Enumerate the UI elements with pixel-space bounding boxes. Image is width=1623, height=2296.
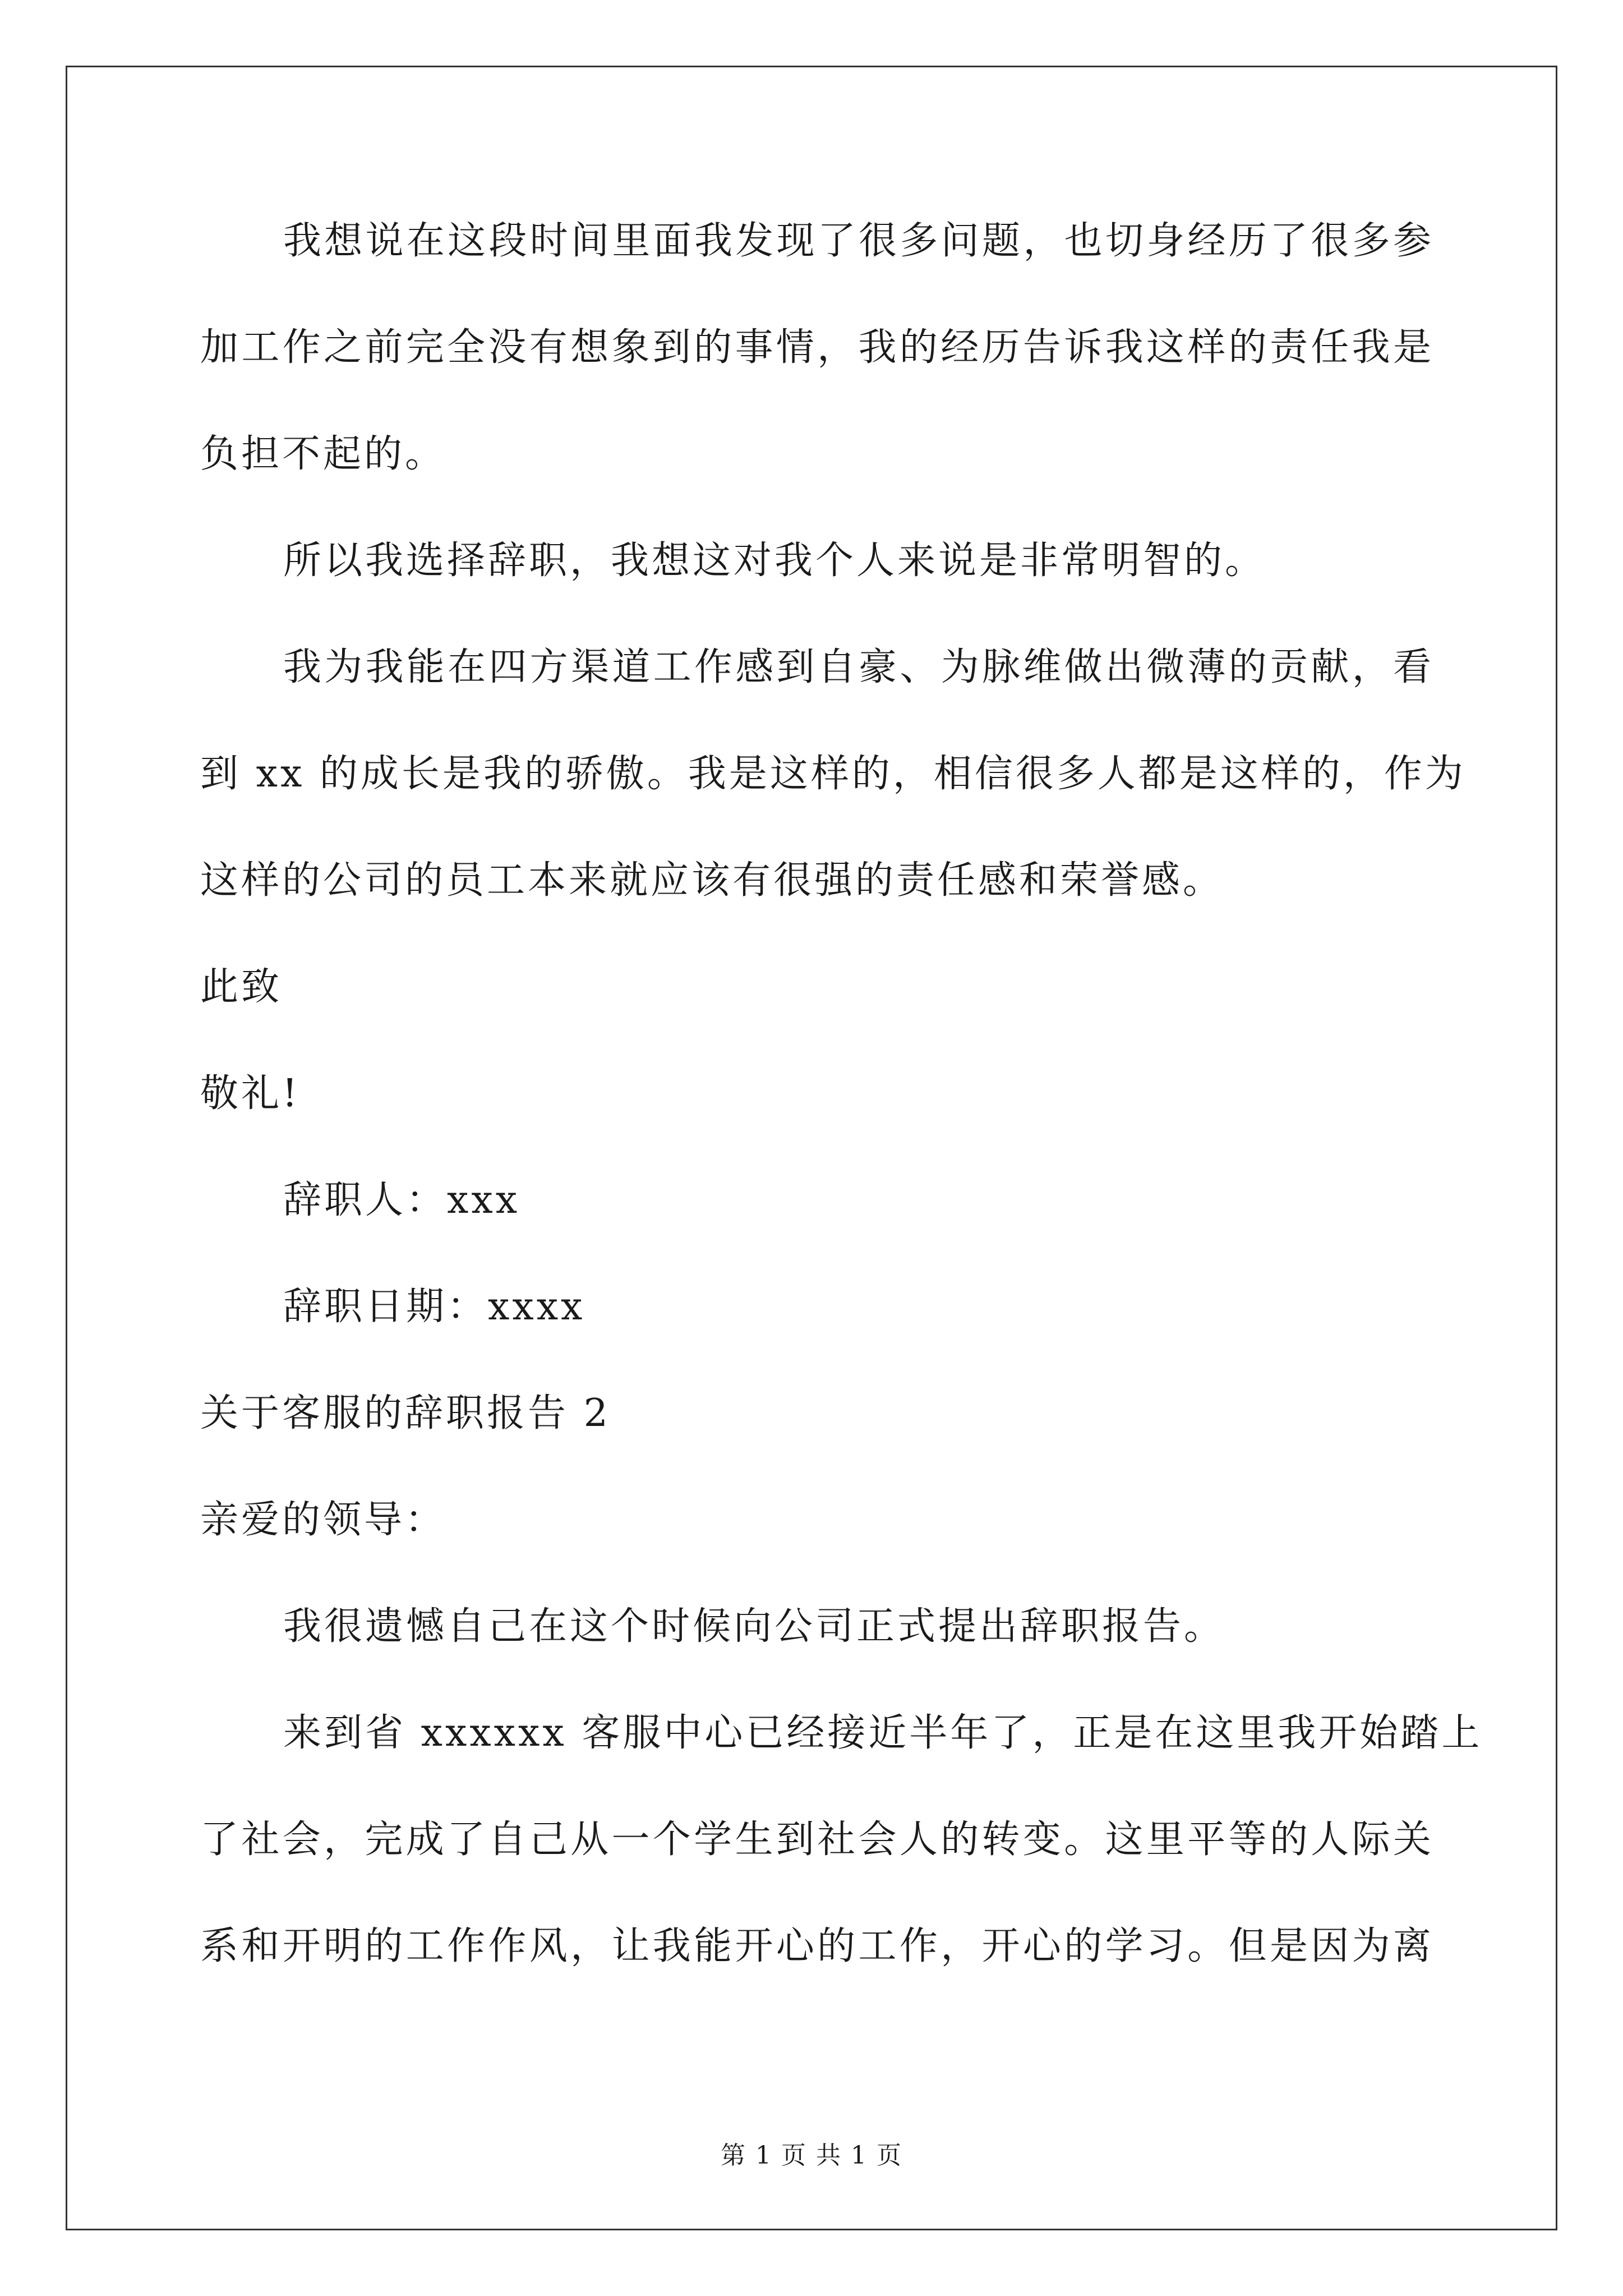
text-line: 我为我能在四方渠道工作感到自豪、为脉维做出微薄的贡献，看 <box>283 645 1434 689</box>
text-line: 辞职日期：xxxx <box>283 1285 585 1329</box>
page-footer: 第 1 页 共 1 页 <box>721 2141 902 2170</box>
closing-salutation <box>200 961 1434 1014</box>
text-line: 加工作之前完全没有想象到的事情，我的经历告诉我这样的责任我是 <box>200 325 1434 370</box>
text-line: 所以我选择辞职，我想这对我个人来说是非常明智的。 <box>283 539 1266 583</box>
section-heading <box>200 1387 1434 1440</box>
text-line: 来到省 xxxxxx 客服中心已经接近半年了，正是在这里我开始踏上 <box>283 1711 1483 1755</box>
text-line: 辞职人：xxx <box>283 1178 520 1222</box>
document-body <box>200 215 1483 2027</box>
closing-regards <box>200 1068 1434 1120</box>
text-line: 敬礼! <box>200 1071 301 1116</box>
text-line: 关于客服的辞职报告 2 <box>200 1391 611 1435</box>
paragraph-11 <box>200 1707 1483 1973</box>
paragraph-2 <box>200 535 1434 587</box>
text-line: 系和开明的工作作风，让我能开心的工作，开心的学习。但是因为离 <box>200 1924 1434 1968</box>
paragraph-1 <box>200 215 1434 481</box>
signature-date <box>200 1281 1434 1333</box>
text-line: 亲爱的领导： <box>200 1498 446 1542</box>
paragraph-10 <box>200 1600 1434 1653</box>
signature-name <box>200 1174 1434 1227</box>
text-line: 到 xx 的成长是我的骄傲。我是这样的，相信很多人都是这样的，作为 <box>200 752 1466 796</box>
text-line: 我很遗憾自己在这个时候向公司正式提出辞职报告。 <box>283 1604 1225 1649</box>
text-line: 负担不起的。 <box>200 432 446 476</box>
text-line: 了社会，完成了自己从一个学生到社会人的转变。这里平等的人际关 <box>200 1818 1434 1862</box>
text-line: 我想说在这段时间里面我发现了很多问题，也切身经历了很多参 <box>283 219 1434 263</box>
text-line: 这样的公司的员工本来就应该有很强的责任感和荣誉感。 <box>200 858 1224 903</box>
paragraph-3 <box>200 641 1466 907</box>
letter-greeting <box>200 1494 1434 1547</box>
text-line: 此致 <box>200 965 283 1009</box>
